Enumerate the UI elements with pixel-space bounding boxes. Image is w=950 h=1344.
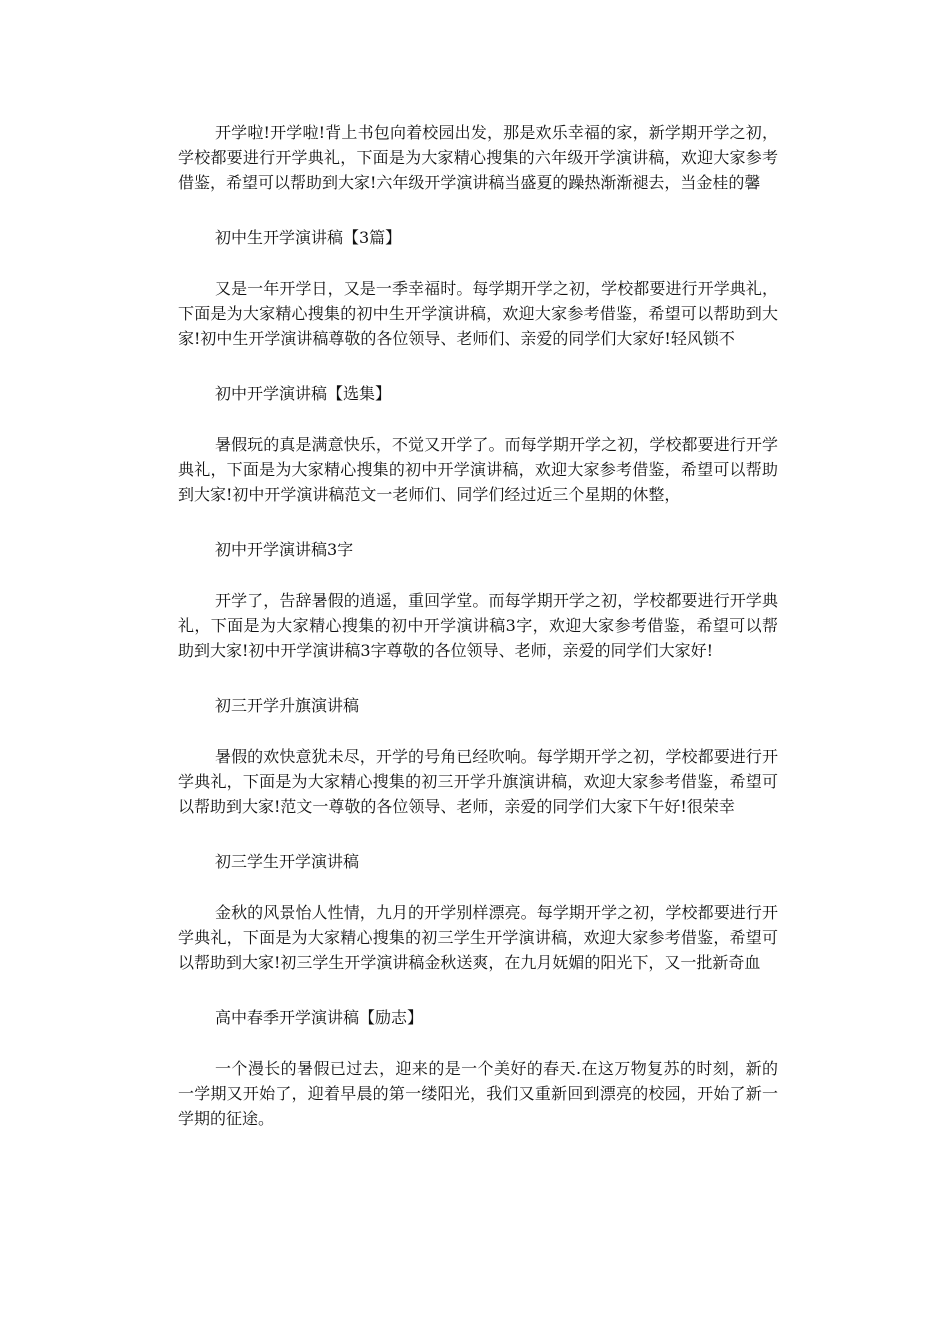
section-body-4: 暑假的欢快意犹未尽，开学的号角已经吹响。每学期开学之初，学校都要进行开学典礼，下面是为大家精心搜集的初三开学升旗演讲稿，欢迎大家参考借鉴，希望可以帮助到大家!范文一尊敬的各位领导、老师，亲爱的同学们大家下午好!很荣幸 [178,747,778,816]
document-page [178,120,778,1161]
section-body-2: 暑假玩的真是满意快乐，不觉又开学了。而每学期开学之初，学校都要进行开学典礼，下面是为大家精心搜集的初中开学演讲稿，欢迎大家参考借鉴，希望可以帮助到大家!初中开学演讲稿范文一老师们、同学们经过近三个星期的休整， [178,435,778,504]
section-body-1: 又是一年开学日，又是一季幸福时。每学期开学之初，学校都要进行开学典礼，下面是为大家精心搜集的初中生开学演讲稿，欢迎大家参考借鉴，希望可以帮助到大家!初中生开学演讲稿尊敬的各位领导、老师们、亲爱的同学们大家好!轻风锁不 [178,279,778,348]
section-body-3: 开学了，告辞暑假的逍遥，重回学堂。而每学期开学之初，学校都要进行开学典礼，下面是为大家精心搜集的初中开学演讲稿3字，欢迎大家参考借鉴，希望可以帮助到大家!初中开学演讲稿3字尊敬的各位领导、老师，亲爱的同学们大家好! [178,591,778,660]
section-body-5: 金秋的风景怡人性情，九月的开学别样漂亮。每学期开学之初，学校都要进行开学典礼，下面是为大家精心搜集的初三学生开学演讲稿，欢迎大家参考借鉴，希望可以帮助到大家!初三学生开学演讲稿金秋送爽，在九月妩媚的阳光下，又一批新奇血 [178,903,778,972]
section-body-6: 一个漫长的暑假已过去，迎来的是一个美好的春天.在这万物复苏的时刻，新的一学期又开始了，迎着早晨的第一缕阳光，我们又重新回到漂亮的校园，开始了新一学期的征途。 [178,1059,778,1128]
section-heading-4: 初三开学升旗演讲稿 [215,696,360,715]
section-heading-1: 初中生开学演讲稿【3篇】 [215,228,402,247]
section-heading-2: 初中开学演讲稿【选集】 [215,384,392,403]
section-heading-5: 初三学生开学演讲稿 [215,852,360,871]
section-heading-3: 初中开学演讲稿3字 [215,540,354,559]
section-heading-6: 高中春季开学演讲稿【励志】 [215,1008,424,1027]
intro-paragraph: 开学啦!开学啦!背上书包向着校园出发，那是欢乐幸福的家，新学期开学之初，学校都要进行开学典礼，下面是为大家精心搜集的六年级开学演讲稿，欢迎大家参考借鉴，希望可以帮助到大家!六年级开学演讲稿当盛夏的躁热渐渐褪去，当金桂的馨 [178,123,778,192]
